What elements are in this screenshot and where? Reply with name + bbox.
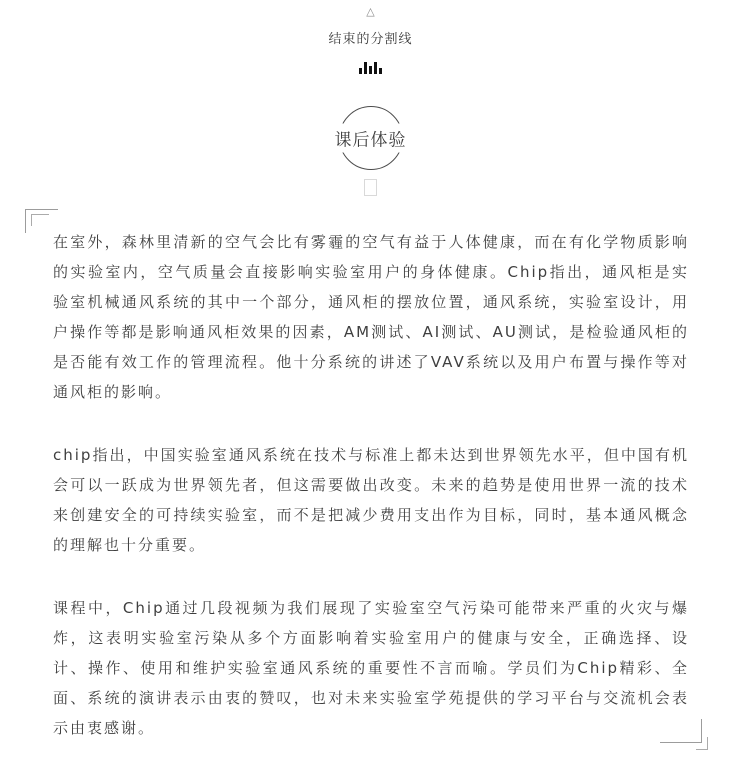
- section-badge: [334, 106, 407, 170]
- quote-corner-bottom-right-inner: [696, 737, 708, 750]
- bar-icon: [364, 62, 367, 74]
- article-paragraph: 课程中，Chip通过几段视频为我们展现了实验室空气污染可能带来严重的火灾与爆炸，这表明实验室污染从多个方面影响着实验室用户的健康与安全，正确选择、设计、操作、使用和维护实验室通风系统的重要性不言而喻。学员们为Chip精彩、全面、系统的演讲表示由衷的赞叹，也对未来实验室学苑提供的学习平台与交流机会表示由衷感谢。: [53, 599, 689, 737]
- triangle-icon: △: [366, 5, 375, 18]
- bar-icon: [379, 68, 382, 74]
- article-paragraph: chip指出，中国实验室通风系统在技术与标准上都未达到世界领先水平，但中国有机会可以一跃成为世界领先者，但这需要做出改变。未来的趋势是使用世界一流的技术来创建安全的可持续实验室，而不是把减少费用支出作为目标，同时，基本通风概念的理解也十分重要。: [53, 446, 689, 554]
- placeholder-image-icon: [364, 179, 377, 196]
- article-paragraph: 在室外，森林里清新的空气会比有雾霾的空气有益于人体健康，而在有化学物质影响的实验室内，空气质量会直接影响实验室用户的身体健康。Chip指出，通风柜是实验室机械通风系统的其中一个部分，通风柜的摆放位置，通风系统，实验室设计，用户操作等都是影响通风柜效果的因素，AM测试、AI测试、AU测试，是检验通风柜的是否能有效工作的管理流程。他十分系统的讲述了VAV系统以及用户布置与操作等对通风柜的影响。: [53, 233, 689, 401]
- section-badge-label: 课后体验: [335, 124, 407, 153]
- article-body: [53, 227, 689, 743]
- bar-icon: [369, 66, 372, 74]
- bar-icon: [359, 68, 362, 74]
- divider-label: 结束的分割线: [328, 32, 413, 47]
- bar-icon: [374, 62, 377, 74]
- equalizer-bars-icon: [359, 62, 382, 74]
- quote-corner-top-left-inner: [31, 214, 49, 226]
- end-divider-block: [0, 0, 741, 196]
